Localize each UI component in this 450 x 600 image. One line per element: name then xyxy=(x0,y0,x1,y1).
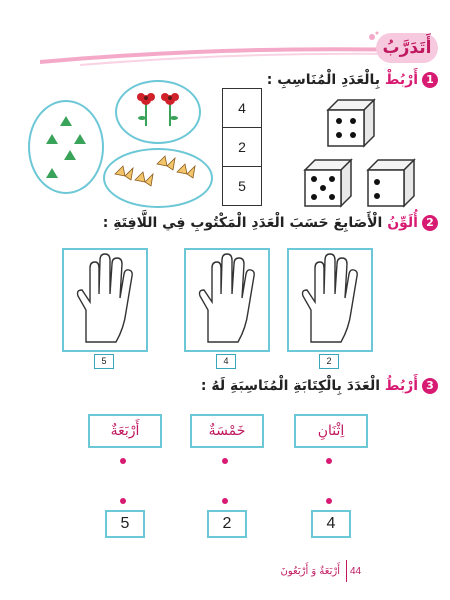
exercise-1-instruction xyxy=(267,72,438,88)
hand-number-label: 5 xyxy=(94,354,114,369)
die-two-icon[interactable] xyxy=(366,158,416,208)
connect-dot[interactable] xyxy=(222,458,228,464)
connect-dot[interactable] xyxy=(222,498,228,504)
word-text: اِثْنَانِ xyxy=(317,423,345,439)
exercise-3-verb: أَرْبُطُ xyxy=(384,378,418,394)
exercise-2-number: 2 xyxy=(422,215,438,231)
word-text: خَمْسَةٌ xyxy=(208,423,246,439)
triangles-icon xyxy=(30,102,102,192)
number-column xyxy=(222,88,262,206)
exercise-3-text: الْعَدَدَ بِالْكِتَابَةِ الْمُنَاسِبَةِ لَهُ : xyxy=(200,378,385,394)
hand-number-label: 2 xyxy=(319,354,339,369)
hand-frame[interactable] xyxy=(62,248,148,352)
connect-dot[interactable] xyxy=(120,498,126,504)
hand-icon xyxy=(186,250,268,350)
butterfly-icon xyxy=(105,150,211,206)
footer-chapter: أَرْبَعَةٌ وَ أَرْبَعُونَ xyxy=(280,566,340,577)
exercise-1-verb: أَرْبُطْ xyxy=(384,72,418,88)
number-cell[interactable]: 4 xyxy=(223,89,261,128)
butterflies-group[interactable] xyxy=(103,148,213,208)
word-card[interactable] xyxy=(88,414,162,448)
die-five-icon[interactable] xyxy=(303,158,353,208)
exercise-2-text: الْأَصَابِعَ حَسَبَ الْعَدَدِ الْمَكْتُوبِ فِي اللَّافِتَةِ : xyxy=(102,215,388,231)
connect-dot[interactable] xyxy=(326,498,332,504)
connect-dot[interactable] xyxy=(120,458,126,464)
number-cell[interactable]: 2 xyxy=(223,128,261,167)
exercise-3-instruction xyxy=(201,378,438,394)
page-number: 44 xyxy=(350,566,362,577)
triangles-group[interactable] xyxy=(28,100,104,194)
exercise-2-verb: أُلَوِّنُ xyxy=(387,215,418,231)
exercise-2-instruction xyxy=(103,215,438,231)
header-swoosh xyxy=(40,38,410,68)
number-cell[interactable]: 5 xyxy=(238,178,246,194)
exercise-1-text: بِالْعَدَدِ الْمُنَاسِبِ : xyxy=(266,72,385,88)
footer-divider xyxy=(346,560,347,582)
hand-number-label: 4 xyxy=(216,354,236,369)
flowers-group[interactable] xyxy=(115,80,201,144)
page-title xyxy=(376,33,438,63)
number-card[interactable]: 2 xyxy=(207,510,247,538)
hand-icon xyxy=(289,250,371,350)
word-card[interactable] xyxy=(294,414,368,448)
number-card[interactable]: 5 xyxy=(105,510,145,538)
exercise-3-number: 3 xyxy=(422,378,438,394)
number-card[interactable]: 4 xyxy=(311,510,351,538)
word-text: أَرْبَعَةٌ xyxy=(110,423,140,439)
page-title-text: أَتَدَرَّبُ xyxy=(382,38,432,58)
exercise-1-number: 1 xyxy=(422,72,438,88)
hand-frame[interactable] xyxy=(184,248,270,352)
hand-icon xyxy=(64,250,146,350)
flower-icon xyxy=(117,82,199,142)
sparkle-icon xyxy=(365,30,379,44)
word-card[interactable] xyxy=(190,414,264,448)
connect-dot[interactable] xyxy=(326,458,332,464)
die-four-icon[interactable] xyxy=(326,98,376,148)
hand-frame[interactable] xyxy=(287,248,373,352)
